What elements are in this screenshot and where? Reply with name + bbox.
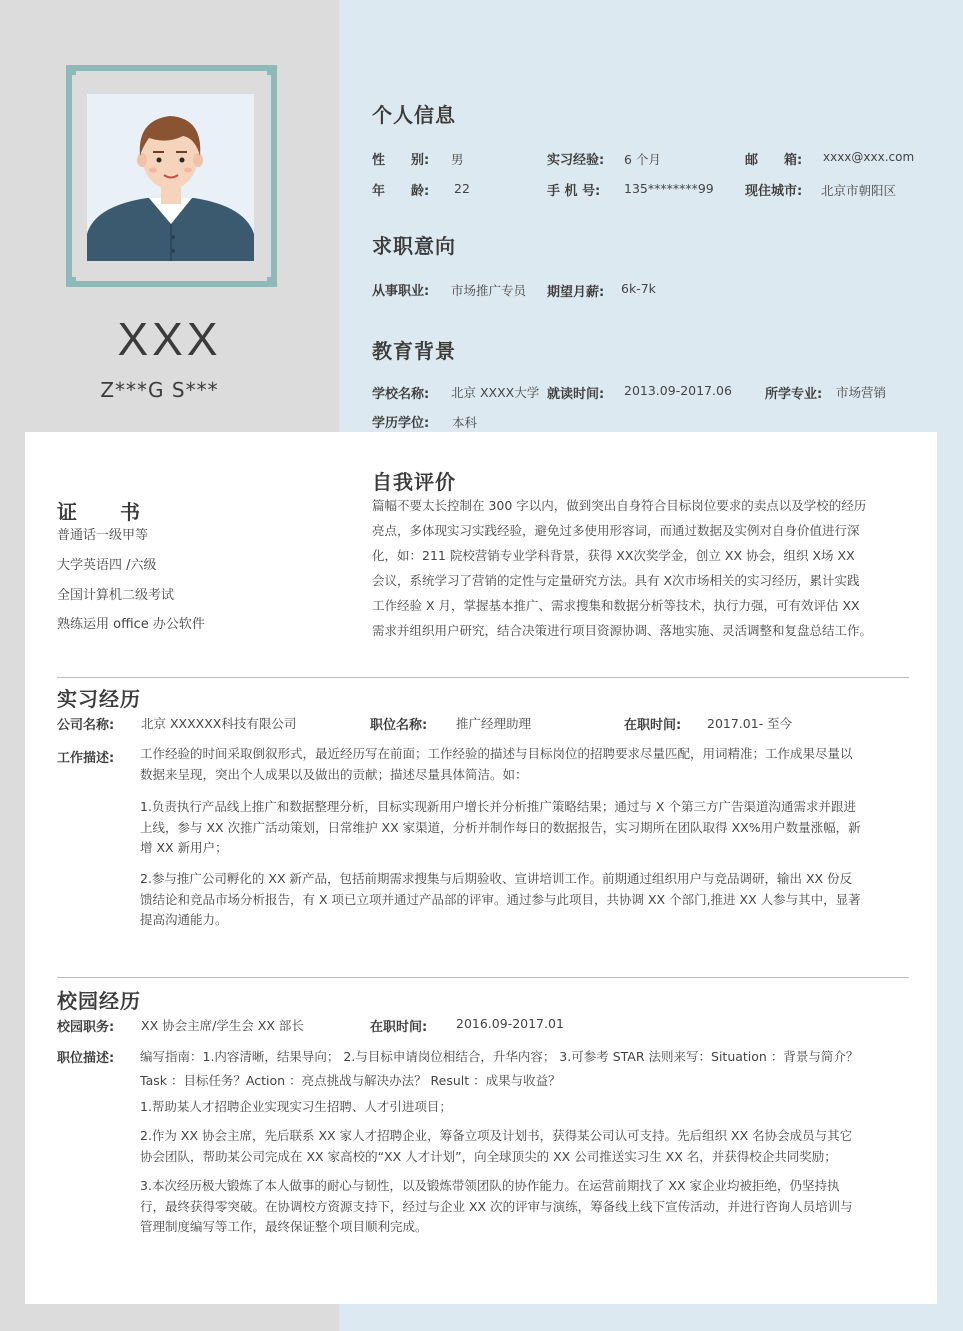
campus-title: 校园经历: [57, 989, 141, 1013]
company-label: 公司名称:: [57, 718, 115, 733]
job-intent-title: 求职意向: [372, 234, 456, 258]
divider: [57, 977, 909, 978]
campus-guide-text: 编写指南：1.内容清晰，结果导向； 2.与目标申请岗位相结合，升华内容； 3.可参考 STAR 法则来写：Situation ：背景与简介？ Task ：目标任务？Action ：亮点挑战与解决办法？ Result ：成果与收益？: [140, 1049, 859, 1088]
degree-value: 本科: [452, 415, 478, 430]
period-label: 就读时间:: [547, 387, 605, 402]
candidate-name: XXX: [117, 313, 222, 365]
campus-desc-item: 3.本次经历极大锻炼了本人做事的耐心与韧性，以及锻炼带领团队的协作能力。在运营前期找了 XX 家企业均被拒绝，仍坚持执 行，最终获得零突破。在协调校方资源支持下，经过与企业 XX 次的评审与演练，筹备线上线下宣传活动，并进行咨询人员培训与 管理制度编写等工作，最终保证整个项目顺利完成。: [140, 1178, 853, 1234]
position-value: 市场推广专员: [451, 283, 527, 298]
salary-label: 期望月薪:: [547, 285, 605, 300]
campus-desc-item: 2.作为 XX 协会主席，先后联系 XX 家人才招聘企业，筹备立项及计划书，获得某公司认可支持。先后组织 XX 名协会成员与其它 协会团队，帮助某公司完成在 XX 家高校的“XX 人才计划”，向全球顶尖的 XX 公司推送实习生 XX 名，并获得校企共同奖励；: [140, 1128, 853, 1164]
education-title: 教育背景: [372, 339, 456, 363]
campus-role-value: XX 协会主席/学生会 XX 部长: [141, 1018, 304, 1033]
phone-label: 手 机 号:: [547, 184, 601, 199]
campus-desc-item: 1.帮助某人才招聘企业实现实习生招聘、人才引进项目；: [140, 1099, 452, 1114]
campus-desc-label: 职位描述:: [57, 1051, 115, 1066]
email-label: 邮 箱:: [745, 153, 803, 168]
campus-time-label: 在职时间:: [370, 1020, 428, 1035]
degree-label: 学历学位:: [372, 416, 430, 431]
gender-label: 性 别:: [372, 153, 430, 168]
company-value: 北京 XXXXXX科技有限公司: [141, 716, 297, 731]
position-label: 从事职业:: [372, 284, 430, 299]
email-value: xxxx@xxx.com: [823, 150, 915, 164]
phone-value: 135********99: [624, 181, 714, 196]
age-label: 年 龄:: [372, 184, 430, 199]
self-eval-title: 自我评价: [372, 470, 456, 494]
school-value: 北京 XXXX大学: [451, 385, 540, 400]
certificate-item: 普通话一级甲等: [57, 528, 149, 543]
self-eval-text: 篇幅不要太长控制在 300 字以内，做到突出自身符合目标岗位要求的卖点以及学校的经历 亮点，多体现实习实践经验，避免过多使用形容词，而通过数据及实例对自身价值进行深 化，如：211 院校营销专业学科背景，获得 XX次奖学金，创立 XX 协会，组织 X场 XX 会议，系统学习了营销的定性与定量研究方法。具有 X次市场相关的实习经历，累计实践 工作经验 X 月，掌握基本推广、需求搜集和数据分析等技术，执行力强，可有效评估 XX 需求并组织用户研究，结合决策进行项目资源协调、落地实施、灵活调整和复盘总结工作。: [372, 498, 873, 638]
work-desc-text: 工作经验的时间采取倒叙形式，最近经历写在前面；工作经验的描述与目标岗位的招聘要求尽量匹配，用词精准；工作成果尽量以 数据来呈现，突出个人成果以及做出的贡献；描述尽量具体简洁。如：: [140, 746, 853, 782]
city-label: 现住城市:: [745, 184, 803, 199]
work-desc-item: 2.参与推广公司孵化的 XX 新产品，包括前期需求搜集与后期验收、宣讲培训工作。前期通过组织用户与竞品调研，输出 XX 份反 馈结论和竞品市场分析报告，有 X 项已立项并通过产品部的评审。通过参与此项目，共协调 XX 个部门,推进 XX 人参与其中，显著 提高沟通能力。: [140, 871, 861, 927]
period-value: 2013.09-2017.06: [624, 383, 732, 398]
city-value: 北京市朝阳区: [821, 183, 897, 198]
salary-value: 6k-7k: [621, 281, 656, 296]
candidate-pinyin: Z***G S***: [100, 378, 219, 402]
role-value: 推广经理助理: [456, 716, 532, 731]
work-desc-label: 工作描述:: [57, 751, 115, 766]
certificate-item: 熟练运用 office 办公软件: [57, 617, 205, 632]
personal-info-title: 个人信息: [372, 103, 456, 127]
work-time-label: 在职时间:: [624, 718, 682, 733]
role-label: 职位名称:: [370, 718, 428, 733]
internship-title: 实习经历: [57, 687, 141, 711]
age-value: 22: [454, 181, 470, 196]
school-label: 学校名称:: [372, 387, 430, 402]
certificate-item: 大学英语四 /六级: [57, 558, 157, 573]
internship-label: 实习经验:: [547, 153, 605, 168]
work-desc-item: 1.负责执行产品线上推广和数据整理分析，目标实现新用户增长并分析推广策略结果；通过与 X 个第三方广告渠道沟通需求并跟进 上线，参与 XX 次推广活动策划，日常维护 XX 家渠道，分析并制作每日的数据报告，实习期所在团队取得 XX%用户数量涨幅，新 增 XX 新用户；: [140, 799, 861, 855]
divider: [57, 677, 909, 678]
person-avatar-icon: [87, 94, 254, 261]
gender-value: 男: [451, 152, 464, 167]
major-value: 市场营销: [836, 385, 887, 400]
major-label: 所学专业:: [765, 387, 823, 402]
campus-role-label: 校园职务:: [57, 1020, 115, 1035]
internship-value: 6 个月: [624, 152, 661, 167]
work-time-value: 2017.01- 至今: [707, 716, 793, 731]
certificates-title: 证 书: [57, 500, 141, 524]
certificate-item: 全国计算机二级考试: [57, 588, 175, 603]
campus-time-value: 2016.09-2017.01: [456, 1016, 564, 1031]
